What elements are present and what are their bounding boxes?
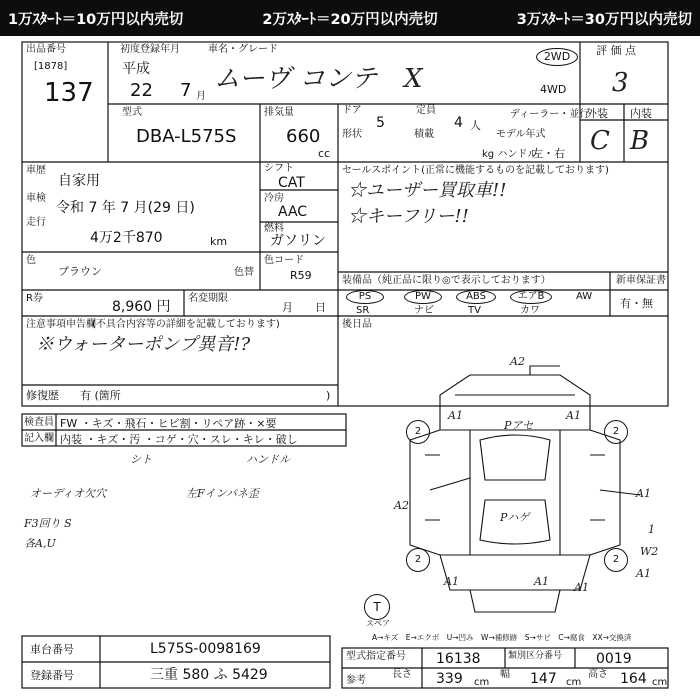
- damage-a1-rear-left: A1: [444, 575, 459, 588]
- name-change-label: 名変期限: [188, 293, 228, 304]
- car-name: ムーヴ コンテ: [214, 64, 377, 94]
- ext-grade: C: [590, 126, 610, 156]
- r-label: R券: [26, 293, 43, 304]
- equip-navi: ナビ: [414, 305, 434, 316]
- width: 147: [530, 671, 557, 687]
- sales-point-1: ☆ユーザー買取車!!: [348, 180, 507, 201]
- check-note-seat: シト: [130, 453, 152, 466]
- era: 平成: [122, 61, 150, 77]
- shape-label: 形状: [342, 129, 362, 140]
- plate-number: 三重 580 ふ 5429: [150, 667, 268, 683]
- cc-unit: cc: [318, 147, 331, 160]
- sales-point-2: ☆キーフリー!!: [348, 206, 469, 227]
- attention-note: ※ウォーターポンプ異音!?: [36, 334, 251, 355]
- damage-one: 1: [648, 523, 655, 536]
- repair: 有 (箇所: [80, 389, 121, 402]
- tire-rear-left: 2: [406, 548, 430, 572]
- damage-a2-top: A2: [510, 355, 525, 368]
- repair-label: 修復歴: [26, 389, 59, 402]
- hand-note-4: 各A,U: [24, 537, 56, 550]
- warranty: 有・無: [620, 297, 653, 310]
- shift-label: シフト: [264, 163, 294, 174]
- hand-note-3: F3回り S: [24, 517, 72, 530]
- handle: 左・右: [532, 147, 565, 160]
- doors: 5: [376, 115, 385, 131]
- equip-tv: TV: [468, 305, 481, 316]
- int-grade: B: [630, 126, 650, 156]
- inspect: 令和 7 年 7 月(29 日): [56, 200, 195, 216]
- name-change: 月 日: [282, 301, 326, 314]
- plate-label: 登録番号: [30, 669, 74, 682]
- rear-label: 後日品: [342, 319, 372, 330]
- damage-pp: Pアセ: [504, 419, 534, 432]
- tire-front-left: 2: [406, 420, 430, 444]
- score: 3: [612, 68, 629, 98]
- spare-tire: T: [364, 594, 390, 620]
- model: DBA-L575S: [136, 126, 237, 147]
- dealer-label: ディーラー・並行: [510, 109, 590, 120]
- km-unit: km: [210, 235, 228, 248]
- r-value: 8,960 円: [112, 299, 171, 315]
- warranty-label: 新車保証書: [616, 275, 666, 286]
- attention-sub: (不具合内容等の詳細を記載しております): [92, 319, 280, 330]
- reg-month: 7: [180, 80, 192, 101]
- attention-label: 注意事項申告欄: [26, 319, 96, 330]
- equip-airbag: エアB: [510, 290, 552, 304]
- length-unit: cm: [474, 677, 490, 688]
- int-label: 内装: [630, 107, 652, 120]
- equip-ps: PS: [346, 290, 384, 304]
- width-unit: cm: [566, 677, 582, 688]
- damage-a1-front-left: A1: [448, 409, 463, 422]
- equip-pw: PW: [404, 290, 442, 304]
- length: 339: [436, 671, 463, 687]
- type-no: 16138: [436, 651, 481, 667]
- month-unit: 月: [196, 91, 206, 102]
- damage-a1-rear: A1: [534, 575, 549, 588]
- sales-label: セールスポイント(正常に機能するものを記載しております): [342, 165, 609, 176]
- color-code: R59: [290, 269, 312, 282]
- banner-start1: 1万ｽﾀｰﾄ＝10万円以内売切: [8, 11, 184, 28]
- color: ブラウン: [58, 265, 102, 278]
- banner-start2: 2万ｽﾀｰﾄ＝20万円以内売切: [262, 11, 438, 28]
- color-label: 色: [26, 255, 36, 266]
- ac: AAC: [278, 204, 308, 220]
- damage-a1-far-right: A1: [636, 567, 651, 580]
- load-label: 積載: [414, 129, 434, 140]
- equip-aw: AW: [576, 291, 593, 302]
- color-change-label: 色替: [234, 267, 254, 278]
- score-label: 評 価 点: [596, 44, 636, 57]
- damage-legend: A→キズ E→エクボ U→凹み W→補修跡 S→サビ C→腐食 XX→交換済: [372, 633, 632, 642]
- ref-label: 参考: [346, 675, 366, 686]
- height-unit: cm: [652, 677, 668, 688]
- inspector-label: 検査員: [24, 417, 54, 428]
- class-no: 0019: [596, 651, 632, 667]
- seats: 4: [454, 115, 463, 131]
- drive-2wd: 2WD: [536, 48, 578, 66]
- fuel: ガソリン: [270, 233, 326, 249]
- reg-year: 22: [130, 80, 153, 101]
- person-unit: 人: [470, 119, 481, 132]
- tire-front-right: 2: [604, 420, 628, 444]
- width-label: 幅: [500, 669, 510, 680]
- class-no-label: 類別区分番号: [508, 651, 563, 661]
- color-code-label: 色コード: [264, 255, 304, 266]
- history-label: 車歴: [26, 165, 46, 176]
- check-row-2: 内装 ・キズ・汚 ・コゲ・穴・スレ・キレ・破し: [60, 433, 298, 446]
- lot-number: 137: [44, 78, 94, 108]
- model-label: 型式: [122, 107, 142, 118]
- kg-label: kg ハンドル: [482, 149, 538, 160]
- hand-note-2: 左Fインパネ歪: [186, 487, 259, 500]
- chassis-number: L575S-0098169: [150, 641, 261, 657]
- repair-end: ): [326, 389, 331, 402]
- inspect-label: 車検: [26, 193, 46, 204]
- chassis-label: 車台番号: [30, 643, 74, 656]
- height: 164: [620, 671, 647, 687]
- damage-a2-side: A2: [394, 499, 409, 512]
- hand-note-1: オーディオ欠穴: [30, 487, 107, 500]
- length-label: 長さ: [392, 669, 412, 680]
- equip-abs: ABS: [456, 290, 496, 304]
- shift: CAT: [278, 175, 305, 191]
- disp-label: 排気量: [264, 107, 294, 118]
- equip-sr: SR: [356, 305, 370, 316]
- equip-label: 装備品（純正品に限り◎で表示しております）: [342, 275, 551, 286]
- tire-rear-right: 2: [604, 548, 628, 572]
- ac-label: 冷房: [264, 193, 284, 204]
- damage-w2: W2: [640, 545, 659, 558]
- equip-leather: カワ: [520, 305, 540, 316]
- mileage-label: 走行: [26, 217, 46, 228]
- grade: X: [404, 64, 423, 94]
- displacement: 660: [286, 126, 321, 147]
- lot-label: 出品番号: [26, 44, 66, 55]
- reg-label: 初度登録年月: [120, 44, 180, 55]
- seats-label: 定員: [416, 105, 436, 116]
- type-no-label: 型式指定番号: [346, 651, 406, 662]
- fuel-label: 燃料: [264, 223, 284, 234]
- history: 自家用: [58, 173, 100, 189]
- check-row-1: FW ・キズ・飛石・ヒビ割・リペア跡・×要: [60, 417, 277, 430]
- ext-label: 外装: [586, 107, 608, 120]
- spare-label: スペア: [366, 619, 390, 628]
- damage-a1-rear-right: A1: [574, 581, 589, 594]
- record-label: 記入欄: [24, 433, 54, 444]
- name-label: 車名・グレード: [208, 44, 278, 55]
- damage-a1-front-right: A1: [566, 409, 581, 422]
- height-label: 高さ: [588, 669, 608, 680]
- lot-sub: [1878]: [34, 61, 68, 72]
- model-year-label: モデル年式: [496, 129, 546, 140]
- banner-start3: 3万ｽﾀｰﾄ＝30万円以内売切: [516, 11, 692, 28]
- mileage: 4万2千870: [90, 230, 163, 246]
- door-label: ドア: [342, 105, 362, 116]
- check-note-handle: ハンドル: [246, 453, 290, 466]
- damage-a1-right: A1: [636, 487, 651, 500]
- drive-4wd: 4WD: [540, 83, 567, 96]
- damage-pg: Pハゲ: [500, 511, 530, 524]
